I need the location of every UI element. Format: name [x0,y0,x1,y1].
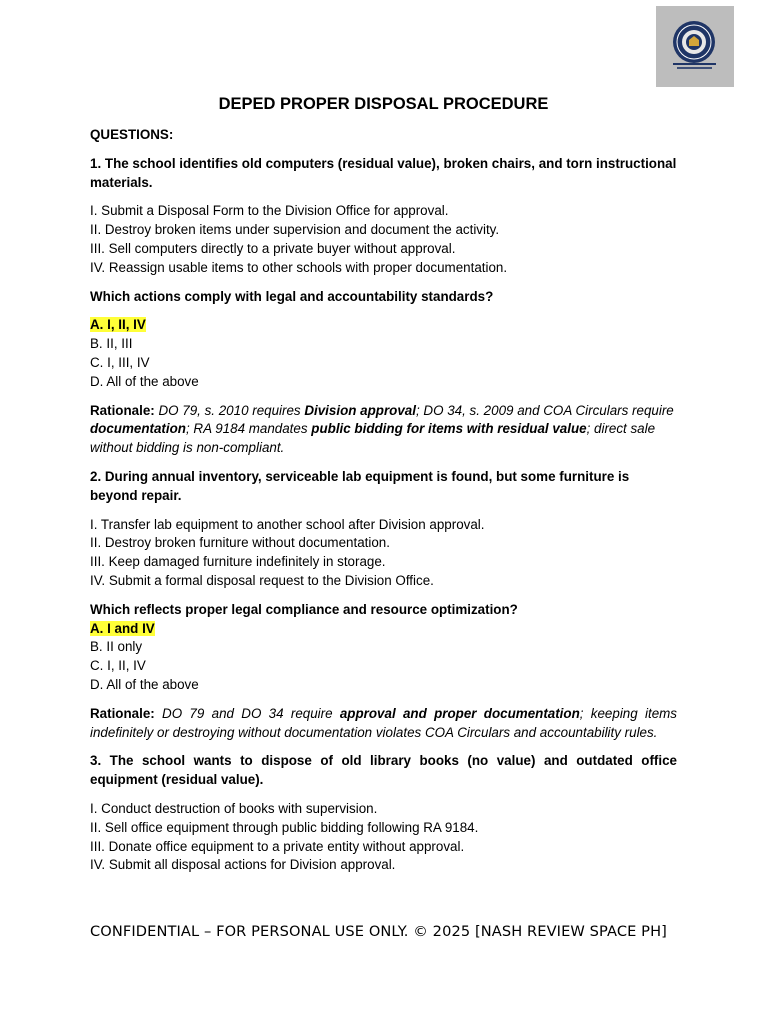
question-2-rationale [90,705,677,743]
choice: C. I, II, IV [90,658,146,674]
rationale-emphasis: Division approval [304,402,416,418]
choice: C. I, III, IV [90,354,150,370]
confidential-footer: CONFIDENTIAL – FOR PERSONAL USE ONLY. © 2025 [NASH REVIEW SPACE PH] [90,923,667,940]
statement: IV. Reassign usable items to other schools with proper documentation. [90,259,508,275]
page-title: DEPED PROPER DISPOSAL PROCEDURE [218,95,549,113]
question-2-choices [90,620,677,695]
rationale-text: ; direct sale without bidding is non-compliant. [90,421,656,456]
question-3-statements [90,800,677,875]
statement: I. Submit a Disposal Form to the Division Office for approval. [90,203,449,219]
rationale-text: ; keeping items indefinitely or destroying without documentation violates COA Circulars and accountability rules. [90,705,677,740]
statement: III. Keep damaged furniture indefinitely in storage. [90,554,386,570]
choice: D. All of the above [90,373,199,389]
choice: B. II only [90,639,143,655]
rationale-label: Rationale: [90,705,155,721]
rationale-label: Rationale: [90,402,155,418]
statement: II. Destroy broken items under supervision and document the activity. [90,222,500,238]
rationale-text: ; RA 9184 mandates [185,421,312,437]
logo [656,6,734,87]
rationale-text: DO 79, s. 2010 requires [154,402,305,418]
question-1-prompt: Which actions comply with legal and accountability standards? [90,288,494,304]
question-1-heading: 1. The school identifies old computers (residual value), broken chairs, and torn instructional materials. [90,155,677,190]
statement: II. Destroy broken furniture without documentation. [90,535,390,551]
statement: IV. Submit all disposal actions for Division approval. [90,857,396,873]
statement: III. Donate office equipment to a private entity without approval. [90,838,465,854]
question-1-choices [90,316,677,391]
question-2-prompt: Which reflects proper legal compliance and resource optimization? [90,601,518,617]
choice: B. II, III [90,336,133,352]
document-page [90,94,677,885]
statement: II. Sell office equipment through public bidding following RA 9184. [90,819,479,835]
rationale-text: ; DO 34, s. 2009 and COA Circulars require [415,402,674,418]
question-1-statements [90,202,677,277]
question-3-heading: 3. The school wants to dispose of old library books (no value) and outdated office equipment (residual value). [90,753,677,788]
correct-answer: A. I and IV [90,620,155,636]
rationale-emphasis: approval and proper documentation [339,705,580,721]
correct-answer: A. I, II, IV [90,317,146,333]
rationale-emphasis: public bidding for items with residual value [311,421,587,437]
question-2-statements [90,516,677,591]
rationale-emphasis: documentation [90,421,186,437]
rationale-text: DO 79 and DO 34 require [154,705,340,721]
choice: D. All of the above [90,676,199,692]
statement: I. Transfer lab equipment to another school after Division approval. [90,516,485,532]
school-seal-icon [656,6,734,87]
statement: IV. Submit a formal disposal request to the Division Office. [90,572,434,588]
statement: I. Conduct destruction of books with supervision. [90,800,378,816]
statement: III. Sell computers directly to a private buyer without approval. [90,240,456,256]
question-2-heading: 2. During annual inventory, serviceable lab equipment is found, but some furniture is beyond repair. [90,468,630,503]
question-1-rationale [90,402,677,458]
questions-label: QUESTIONS: [90,127,174,142]
